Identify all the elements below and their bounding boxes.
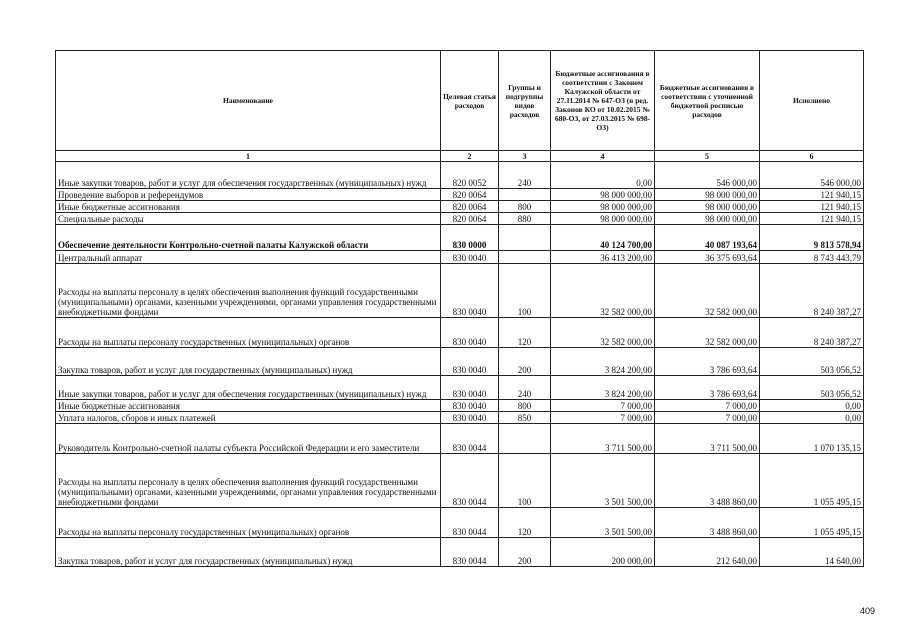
row-law-amount: 98 000 000,00 <box>551 189 655 201</box>
row-target-code: 830 0044 <box>441 508 499 538</box>
row-refined-amount: 98 000 000,00 <box>655 189 760 201</box>
row-group-code: 120 <box>499 508 551 538</box>
row-done-amount: 121 940,15 <box>760 201 864 213</box>
row-law-amount: 3 824 200,00 <box>551 376 655 400</box>
table-row <box>56 376 864 400</box>
row-target-code: 830 0044 <box>441 454 499 508</box>
row-refined-amount: 3 786 693,64 <box>655 348 760 376</box>
table-row <box>56 318 864 348</box>
table-row <box>56 201 864 213</box>
row-refined-amount: 3 488 860,00 <box>655 508 760 538</box>
table-row <box>56 162 864 189</box>
col-number: 5 <box>655 151 760 162</box>
row-name: Уплата налогов, сборов и иных платежей <box>56 412 441 424</box>
row-name: Закупка товаров, работ и услуг для государственных (муниципальных) нужд <box>56 538 441 567</box>
row-law-amount: 40 124 700,00 <box>551 225 655 251</box>
row-name: Руководитель Контрольно-счетной палаты субъекта Российской Федерации и его заместители <box>56 424 441 454</box>
header-row <box>56 51 864 151</box>
col-number: 1 <box>56 151 441 162</box>
row-done-amount: 14 640,00 <box>760 538 864 567</box>
col-number: 4 <box>551 151 655 162</box>
row-done-amount: 1 055 495,15 <box>760 508 864 538</box>
row-group-code: 200 <box>499 538 551 567</box>
row-group-code: 240 <box>499 162 551 189</box>
row-target-code: 830 0040 <box>441 318 499 348</box>
row-group-code: 120 <box>499 318 551 348</box>
col-header-target: Целевая статья расходов <box>441 51 499 151</box>
col-header-law: Бюджетные ассигнования в соответствии с Законом Калужской области от 27.11.2014 № 647-ОЗ (в ред. Законов КО от 10.02.2015 № 680-ОЗ, от 27.03.2015 № 698-ОЗ) <box>551 51 655 151</box>
row-law-amount: 32 582 000,00 <box>551 264 655 318</box>
row-name: Закупка товаров, работ и услуг для государственных (муниципальных) нужд <box>56 348 441 376</box>
row-law-amount: 98 000 000,00 <box>551 213 655 225</box>
column-number-row <box>56 151 864 162</box>
row-target-code: 820 0064 <box>441 201 499 213</box>
col-header-refined: Бюджетные ассигнования в соответствии с уточненной бюджетной росписью расходов <box>655 51 760 151</box>
table-row <box>56 251 864 264</box>
table-row <box>56 264 864 318</box>
row-law-amount: 7 000,00 <box>551 412 655 424</box>
page-number: 409 <box>860 606 876 616</box>
row-law-amount: 32 582 000,00 <box>551 318 655 348</box>
row-refined-amount: 7 000,00 <box>655 412 760 424</box>
row-group-code: 850 <box>499 412 551 424</box>
row-target-code: 830 0040 <box>441 376 499 400</box>
row-name: Расходы на выплаты персоналу в целях обеспечения выполнения функций государственными (муниципальными) органами, казенными учреждениями, органами управления государственными внебюджетными фондами <box>56 264 441 318</box>
row-target-code: 830 0040 <box>441 264 499 318</box>
col-header-groups: Группы и подгруппы видов расходов <box>499 51 551 151</box>
table-row <box>56 189 864 201</box>
row-done-amount: 0,00 <box>760 400 864 412</box>
row-refined-amount: 3 786 693,64 <box>655 376 760 400</box>
row-target-code: 830 0000 <box>441 225 499 251</box>
row-group-code: 800 <box>499 201 551 213</box>
table-row <box>56 348 864 376</box>
row-name: Проведение выборов и референдумов <box>56 189 441 201</box>
row-done-amount: 1 070 135,15 <box>760 424 864 454</box>
row-target-code: 820 0064 <box>441 189 499 201</box>
row-name: Иные закупки товаров, работ и услуг для обеспечения государственных (муниципальных) нужд <box>56 376 441 400</box>
row-name: Центральный аппарат <box>56 251 441 264</box>
col-number: 2 <box>441 151 499 162</box>
row-target-code: 830 0040 <box>441 412 499 424</box>
row-group-code: 240 <box>499 376 551 400</box>
row-refined-amount: 32 582 000,00 <box>655 318 760 348</box>
row-refined-amount: 32 582 000,00 <box>655 264 760 318</box>
row-name: Расходы на выплаты персоналу в целях обеспечения выполнения функций государственными (муниципальными) органами, казенными учреждениями, органами управления государственными внебюджетными фондами <box>56 454 441 508</box>
row-done-amount: 503 056,52 <box>760 348 864 376</box>
row-refined-amount: 546 000,00 <box>655 162 760 189</box>
row-target-code: 830 0044 <box>441 538 499 567</box>
row-done-amount: 1 055 495,15 <box>760 454 864 508</box>
row-law-amount: 3 501 500,00 <box>551 508 655 538</box>
row-group-code: 200 <box>499 348 551 376</box>
col-header-done: Исполнено <box>760 51 864 151</box>
row-refined-amount: 7 000,00 <box>655 400 760 412</box>
row-group-code <box>499 225 551 251</box>
row-law-amount: 3 711 500,00 <box>551 424 655 454</box>
table-row <box>56 424 864 454</box>
row-target-code: 830 0040 <box>441 251 499 264</box>
row-refined-amount: 98 000 000,00 <box>655 213 760 225</box>
row-target-code: 820 0064 <box>441 213 499 225</box>
row-group-code: 100 <box>499 264 551 318</box>
row-group-code: 880 <box>499 213 551 225</box>
row-target-code: 830 0040 <box>441 400 499 412</box>
row-group-code: 100 <box>499 454 551 508</box>
row-name: Иные закупки товаров, работ и услуг для обеспечения государственных (муниципальных) нужд <box>56 162 441 189</box>
row-refined-amount: 3 488 860,00 <box>655 454 760 508</box>
row-target-code: 830 0040 <box>441 348 499 376</box>
row-group-code <box>499 189 551 201</box>
table-row <box>56 412 864 424</box>
row-group-code: 800 <box>499 400 551 412</box>
row-done-amount: 0,00 <box>760 412 864 424</box>
row-refined-amount: 40 087 193,64 <box>655 225 760 251</box>
row-law-amount: 98 000 000,00 <box>551 201 655 213</box>
row-name: Иные бюджетные ассигнования <box>56 201 441 213</box>
budget-table <box>55 50 864 567</box>
row-done-amount: 546 000,00 <box>760 162 864 189</box>
row-name: Расходы на выплаты персоналу государственных (муниципальных) органов <box>56 508 441 538</box>
row-law-amount: 36 413 200,00 <box>551 251 655 264</box>
row-refined-amount: 98 000 000,00 <box>655 201 760 213</box>
row-name: Обеспечение деятельности Контрольно-счетной палаты Калужской области <box>56 225 441 251</box>
col-number: 3 <box>499 151 551 162</box>
col-header-name: Наименование <box>56 51 441 151</box>
table-row <box>56 400 864 412</box>
row-group-code <box>499 424 551 454</box>
row-done-amount: 121 940,15 <box>760 189 864 201</box>
row-law-amount: 7 000,00 <box>551 400 655 412</box>
row-refined-amount: 212 640,00 <box>655 538 760 567</box>
row-done-amount: 121 940,15 <box>760 213 864 225</box>
row-done-amount: 8 240 387,27 <box>760 264 864 318</box>
row-target-code: 830 0044 <box>441 424 499 454</box>
table-row <box>56 508 864 538</box>
row-law-amount: 3 824 200,00 <box>551 348 655 376</box>
table-row <box>56 213 864 225</box>
col-number: 6 <box>760 151 864 162</box>
row-refined-amount: 36 375 693,64 <box>655 251 760 264</box>
row-target-code: 820 0052 <box>441 162 499 189</box>
table-row <box>56 538 864 567</box>
row-refined-amount: 3 711 500,00 <box>655 424 760 454</box>
row-name: Специальные расходы <box>56 213 441 225</box>
row-done-amount: 9 813 578,94 <box>760 225 864 251</box>
row-done-amount: 8 240 387,27 <box>760 318 864 348</box>
row-law-amount: 200 000,00 <box>551 538 655 567</box>
row-done-amount: 8 743 443,79 <box>760 251 864 264</box>
row-law-amount: 3 501 500,00 <box>551 454 655 508</box>
table-row <box>56 225 864 251</box>
row-law-amount: 0,00 <box>551 162 655 189</box>
row-name: Иные бюджетные ассигнования <box>56 400 441 412</box>
table-row <box>56 454 864 508</box>
row-name: Расходы на выплаты персоналу государственных (муниципальных) органов <box>56 318 441 348</box>
row-group-code <box>499 251 551 264</box>
row-done-amount: 503 056,52 <box>760 376 864 400</box>
